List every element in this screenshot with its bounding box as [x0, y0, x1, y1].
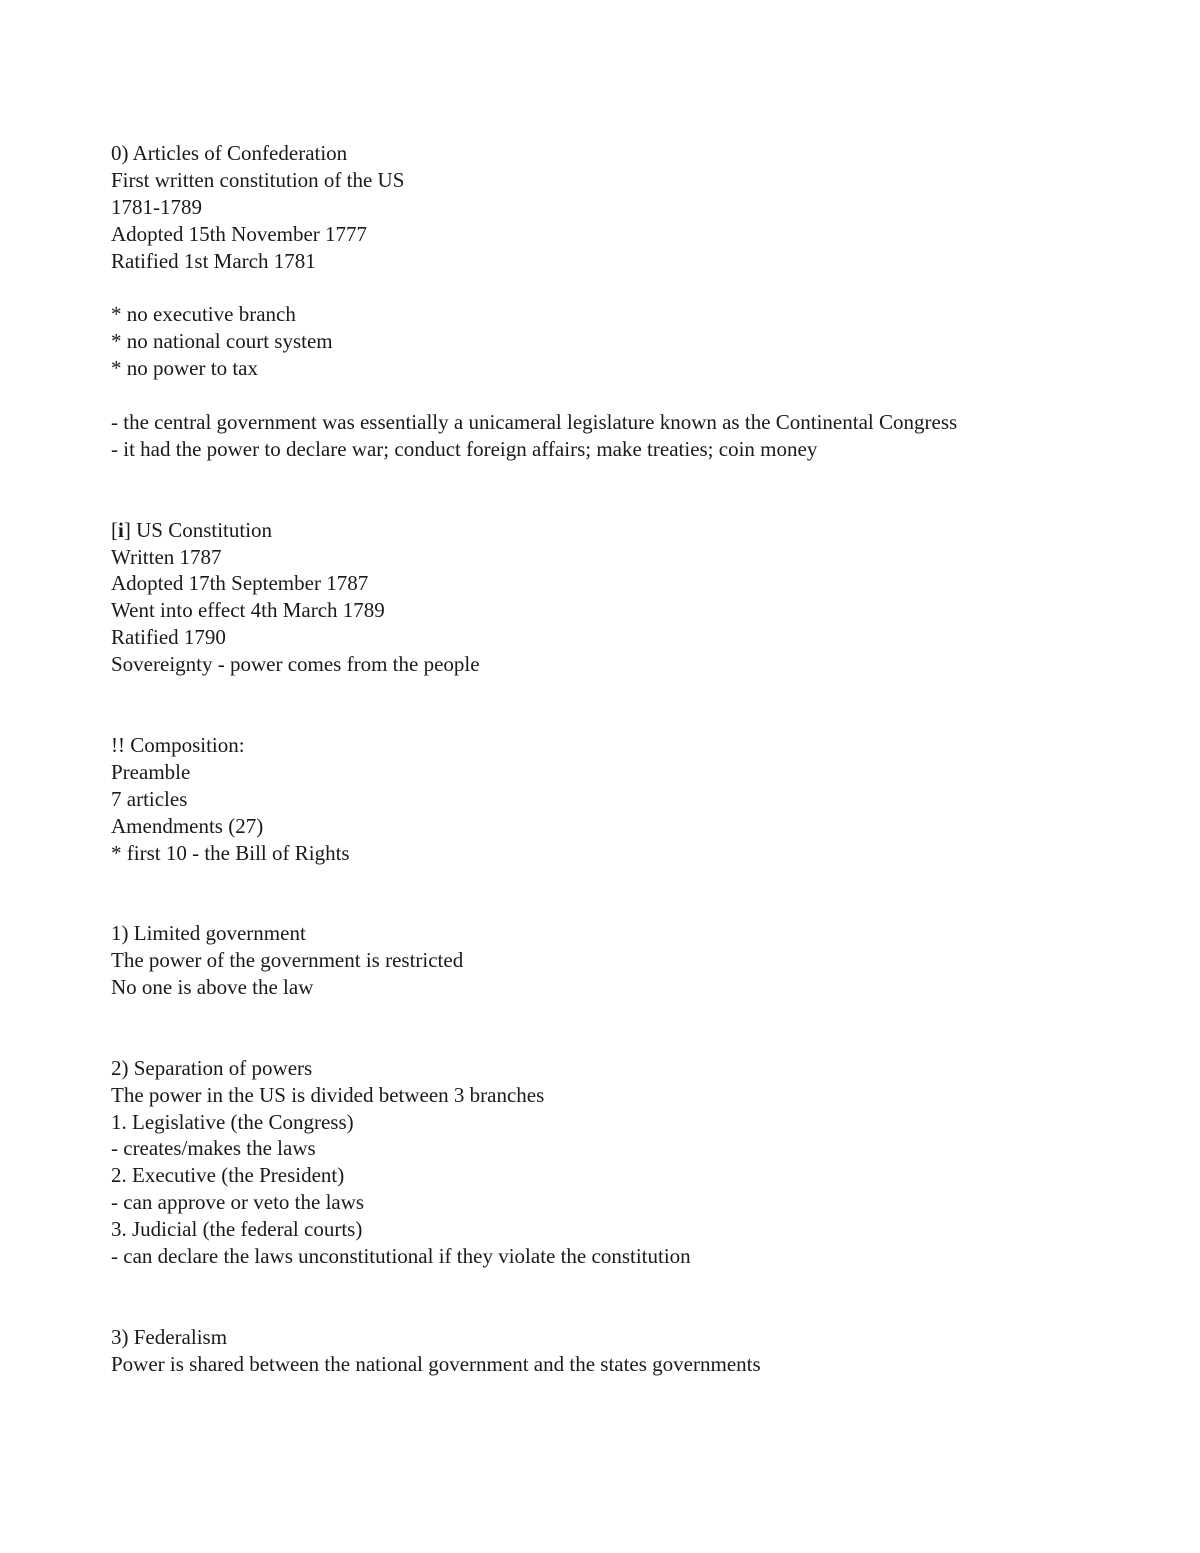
section-composition	[111, 732, 1171, 867]
spacer	[111, 1001, 1171, 1055]
heading-marker: i	[118, 517, 124, 542]
text-line: Preamble	[111, 759, 191, 784]
text-line: 3. Judicial (the federal courts)	[111, 1217, 363, 1242]
spacer	[111, 275, 1171, 302]
section-articles-of-confederation	[111, 140, 1171, 463]
section-heading: 1) Limited government	[111, 921, 306, 946]
text-line: - can approve or veto the laws	[111, 1190, 365, 1215]
text-line: Ratified 1790	[111, 625, 226, 650]
section-federalism	[111, 1324, 1171, 1378]
section-heading: 2) Separation of powers	[111, 1055, 313, 1080]
text-line: The power of the government is restricted	[111, 948, 464, 973]
text-line: * first 10 - the Bill of Rights	[111, 840, 350, 865]
section-heading: 3) Federalism	[111, 1324, 228, 1349]
text-line: 1781-1789	[111, 194, 202, 219]
text-line: Adopted 17th September 1787	[111, 571, 369, 596]
text-line: 7 articles	[111, 786, 188, 811]
text-line: First written constitution of the US	[111, 167, 405, 192]
spacer	[111, 866, 1171, 920]
section-heading: 0) Articles of Confederation	[111, 141, 348, 165]
spacer	[111, 678, 1171, 732]
text-line: Written 1787	[111, 544, 222, 569]
text-line: 1. Legislative (the Congress)	[111, 1109, 354, 1134]
note-item: - it had the power to declare war; conduct foreign affairs; make treaties; coin money	[111, 436, 818, 461]
document-page	[111, 140, 1171, 1378]
section-limited-government	[111, 920, 1171, 1001]
heading-bracket-open: [	[111, 517, 118, 542]
text-line: Went into effect 4th March 1789	[111, 598, 385, 623]
section-heading: !! Composition:	[111, 732, 245, 757]
section-heading	[111, 517, 1171, 544]
bullet-item: * no executive branch	[111, 302, 296, 327]
heading-text: US Constitution	[130, 517, 273, 542]
spacer	[111, 1270, 1171, 1324]
text-line: Adopted 15th November 1777	[111, 221, 368, 246]
text-line: Amendments (27)	[111, 813, 264, 838]
heading-bracket-close: ]	[123, 517, 131, 542]
bullet-item: * no national court system	[111, 329, 333, 354]
section-us-constitution	[111, 517, 1171, 678]
text-line: Ratified 1st March 1781	[111, 248, 316, 273]
text-line: - creates/makes the laws	[111, 1136, 316, 1161]
text-line: Sovereignty - power comes from the people	[111, 652, 480, 677]
spacer	[111, 463, 1171, 517]
text-line: - can declare the laws unconstitutional if they violate the constitution	[111, 1244, 691, 1269]
text-line: Power is shared between the national government and the states governments	[111, 1351, 761, 1376]
section-separation-of-powers	[111, 1055, 1171, 1270]
note-item: - the central government was essentially a unicameral legislature known as the Continental Congress	[111, 410, 958, 435]
bullet-item: * no power to tax	[111, 356, 258, 381]
spacer	[111, 382, 1171, 409]
text-line: 2. Executive (the President)	[111, 1163, 345, 1188]
text-line: The power in the US is divided between 3 branches	[111, 1082, 545, 1107]
text-line: No one is above the law	[111, 975, 314, 1000]
